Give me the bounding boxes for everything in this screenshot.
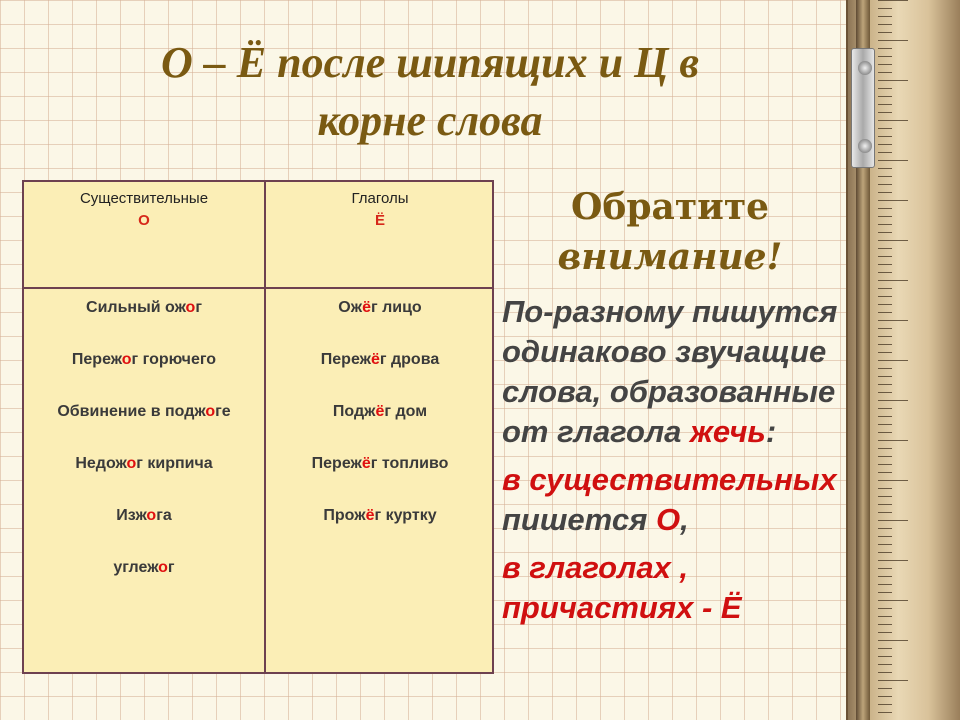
table-header-divider <box>24 287 492 289</box>
header-label: Глаголы <box>351 190 409 207</box>
verb-example: Ожёг лицо <box>338 299 422 316</box>
noun-example: Сильный ожог <box>86 299 202 316</box>
verbs-column <box>266 297 494 557</box>
noun-example: Изжога <box>116 507 172 524</box>
table-header-nouns <box>24 188 264 232</box>
rule-letter-o: О <box>655 502 681 537</box>
header-label: Существительные <box>79 190 209 207</box>
screw-icon <box>858 139 872 153</box>
slide-title <box>60 34 800 150</box>
attention-heading <box>520 182 820 282</box>
rule-verb: жечь <box>690 414 766 449</box>
header-letter: Ё <box>374 212 386 229</box>
spelling-table <box>22 180 494 674</box>
decorative-ruler <box>846 0 960 720</box>
slide-title-line-2: корне слова <box>317 96 543 145</box>
verb-example: Поджёг дом <box>332 403 428 420</box>
rule-paragraph-1: По-разному пишутся одинаково звучащие слова, образованные от глагола жечь: <box>502 294 838 449</box>
noun-example: Недожог кирпича <box>75 455 213 472</box>
ruler-ticks <box>878 0 960 720</box>
attention-line-1: Обратите <box>570 186 770 228</box>
table-header-verbs <box>266 188 494 232</box>
rule-paragraph-2: в существительных пишется О, <box>502 462 837 537</box>
verb-example: Пережёг топливо <box>311 455 449 472</box>
noun-example: Обвинение в поджоге <box>57 403 231 420</box>
verb-example: Пережёг дрова <box>320 351 440 368</box>
ruler-clip <box>851 48 875 168</box>
attention-line-2: внимание! <box>557 236 783 278</box>
rule-paragraph-3: в глаголах , причастиях - Ё <box>502 550 742 625</box>
rule-text <box>502 292 842 628</box>
header-letter: О <box>138 212 150 229</box>
slide-title-line-1: О – Ё после шипящих и Ц в <box>161 38 699 87</box>
nouns-column <box>24 297 264 609</box>
noun-example: углежог <box>113 559 175 576</box>
screw-icon <box>858 61 872 75</box>
noun-example: Пережог горючего <box>71 351 217 368</box>
verb-example: Прожёг куртку <box>323 507 437 524</box>
